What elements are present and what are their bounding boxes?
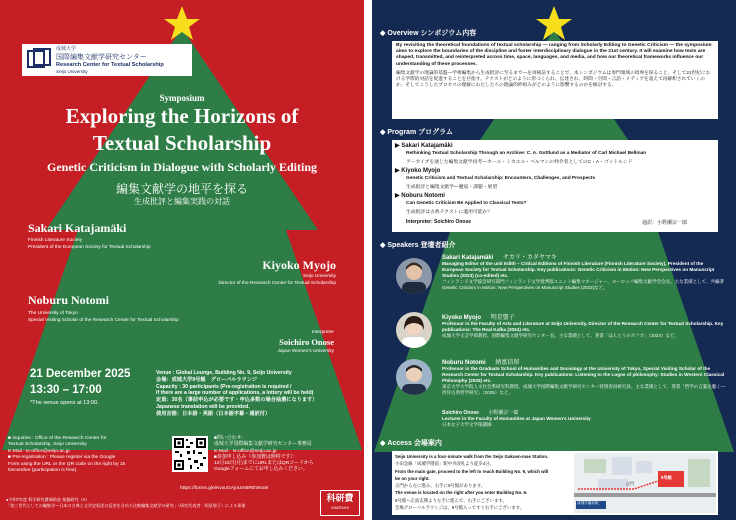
contact-line: 成城大学国際編集文献学研究センター事務局 (214, 442, 312, 448)
inquiry-line: Form using the URL or the QR code on the right by 15 (8, 461, 126, 467)
access-line: Seijo University is a four-minute walk from the Seijo Gakuen-mae Station. (395, 454, 549, 459)
program-header-text: Program プログラム (387, 129, 454, 136)
venue-info (156, 370, 356, 418)
bio-myojo (442, 312, 726, 339)
bio-onose-jp: 日本女子大学文学部講師 (442, 421, 492, 427)
footer-line: ●令和7年度 科学研究費補助金 基盤研究（A） (6, 497, 90, 502)
diamond-icon: ◆ (380, 129, 386, 136)
access-text (395, 453, 571, 511)
title-jp: 編集文献学の地平を探る (115, 182, 248, 196)
program-speaker-2-name: Kiyoko Myojo (401, 168, 441, 174)
program-interpreter-jp: 通訳：小野瀬宗一郎 (642, 220, 688, 226)
bio-myojo-en: Professor in the Faculty of Arts and Literature at Seijo University, Director of the Research Center for Textual Scholarship. Key publications: The Real Kafka (2024) etc. (442, 321, 724, 332)
venue-line: 会場：成城大学9号館 グローバルラウンジ (156, 376, 258, 383)
institute-logo-icon (26, 47, 52, 73)
qr-code[interactable] (172, 436, 208, 472)
inquiry-line: ■ Inquiries : Office of the Research Center for (8, 436, 107, 441)
event-date: 21 December 2025 (30, 368, 131, 380)
map-label-station: 成城学園前駅 (577, 501, 599, 505)
program-title-3-jp: 生成批評は古典テクストに適用可能か？ (406, 210, 493, 215)
bio-katajamaki-jp: フィンランド文学協会研究部門フィンランド文学批判版ユニット編集マネージャー、ヨーロッパ編集文献学会会長。主な業績として、共編著Genetic Criticism in Motion: New Perspectives on Manuscript Studies (2023)など。 (442, 278, 725, 290)
symposium-label: Symposium (159, 93, 205, 103)
poster-back (372, 0, 736, 520)
diamond-icon: ◆ (380, 30, 386, 37)
access-box (392, 451, 718, 515)
bio-onose-name-jp: 小野瀬宗一郎 (488, 410, 519, 416)
program-title-1-jp: アーカイブを通じた編集文献学再考―カール・ミカエル・ベルマンの仲介者としてのC・A・ゴットルンド (406, 160, 633, 165)
bio-onose-name: Soichiro Onose (442, 410, 479, 416)
speakers-header (380, 240, 728, 250)
program-title-1: Rethinking Textual Scholarship Through an Archive: C. A. Gottlund as a Mediator of Carl Michael Bellman (406, 151, 647, 156)
event-time: 13:30 – 17:00 (30, 384, 102, 396)
venue-line: Japanese translation will be provided. (156, 403, 250, 410)
title-line1: Exploring the Horizons of (65, 104, 299, 128)
program-title-3: Can Genetic Criticism Be Applied to Classical Texts? (406, 201, 527, 206)
kaken-subtext: KAKENHI (331, 505, 349, 510)
interpreter-label: Interpreter (311, 330, 334, 335)
overview-header-text: Overview シンポジウム内容 (387, 30, 477, 37)
diamond-icon: ◆ (380, 440, 386, 447)
bio-onose-en: Lecturer in the Faculty of Humanities at Japan Women's University (442, 416, 591, 421)
bio-myojo-name-jp: 明星聖子 (490, 315, 515, 321)
program-title-2: Genetic Criticism and Textual Scholarship: Encounters, Challenges, and Prospects (406, 176, 596, 181)
program-speaker-2: ▶ Kiyoko Myojo (395, 168, 441, 174)
bio-notomi-name-jp: 納富信留 (495, 360, 520, 366)
contact-line: ■参加申し込み（参加費は無料です）： (214, 454, 298, 460)
inquiries (8, 436, 168, 474)
speaker1-affil2: President of the European Society for Textual Scholarship (28, 245, 151, 250)
diamond-icon: ◆ (380, 242, 386, 249)
venue-line: Venue : Global Lounge, Building No. 9, Seijo University (156, 370, 292, 376)
person-icon (396, 359, 432, 395)
venue-line: 定員：30名（事前申込が必要です・申込多数の場合抽選になります） (156, 397, 318, 404)
access-line: 小田急線「成城学園前」駅中央改札より徒歩4分。 (395, 461, 495, 467)
kaken-text: 科研費 (326, 493, 354, 503)
inquiry-line: Textual Scholarship, Seijo University (8, 442, 87, 448)
overview-jp: 編集文献学の理論的基盤―学術編集から生成批評に至るまで―を再検証することで、本シンポジウムは専門領域の境界を探ること、そして21世紀における学際的対話を促進することを目指す。テクストがどのように形づくられ、伝達され、時間・空間・言語・メディアを超えて再解釈されていくのか、そしてこうしたプロセスの理解にわたしたちの理論的枠組みがどのように影響するのかを検討する。 (396, 69, 711, 87)
access-line: 9号館へ正面玄関より左手に進んで、右手にございます。 (395, 497, 507, 503)
title-line2: Textual Scholarship (92, 131, 272, 155)
map-label-building9: 9号館 (661, 475, 672, 480)
overview-en: By revisiting the theoretical foundations of textual scholarship — ranging from Scholarly Editing to Genetic Criticism — the symposium aims to explore the boundaries of the discipline and foster interdisciplinary dialogue in the 21st century. It will examine how texts are shaped, transmitted, and reinterpreted across time, space, languages, and media, and how our theoretical frameworks influence our understanding of these processes. (396, 43, 712, 67)
access-line: From the main gate, proceed to the left to reach Building No. 9, which will (395, 468, 549, 474)
program-box (392, 140, 718, 232)
venue-line: 使用言語：日本語・英語（日本語字幕・通訳付） (156, 410, 271, 417)
program-speaker-3-name: Noburu Notomi (401, 193, 445, 199)
institute-logo (22, 44, 192, 76)
speakers-header-text: Speakers 登壇者紹介 (387, 242, 456, 249)
footer-line: 「第三世代としての編集学―日本の古典と文学史叙述の反省を含めた比較編集文献学の研究」（研究代表者：明星聖子）による事業 (6, 502, 246, 508)
overview-header (380, 28, 728, 38)
footer-note (6, 497, 306, 508)
speaker1-affil1: Finnish Literature Society (28, 238, 83, 243)
speaker1-name: Sakari Katajamäki (28, 221, 127, 235)
institute-jp-name: 国際編集文献学研究センター (56, 54, 147, 61)
bio-katajamaki (442, 252, 726, 290)
institute-university: Seijo University (56, 69, 88, 74)
program-speaker-1-name: Sakari Katajamäki (401, 143, 453, 149)
speaker-photo-katajamaki (396, 258, 432, 294)
form-url[interactable]: https://forms.gle/KvxuGAjoUmBREWoo6 (180, 486, 269, 491)
map-label-gate: 正門 (626, 481, 634, 486)
speaker3-affil1: The University of Tokyo (28, 311, 78, 316)
kaken-logo (320, 490, 360, 516)
bio-onose (442, 409, 726, 428)
speaker2-affil2: Director of the Research Center for Textual Scholarship (218, 281, 336, 286)
access-header (380, 438, 728, 448)
bio-katajamaki-name-jp: サカリ・カタヤマキ (503, 255, 557, 261)
access-line: be on your right. (395, 475, 430, 481)
access-header-text: Access 会場案内 (387, 440, 442, 447)
institute-en-name: Research Center for Textual Scholarship (56, 62, 164, 68)
bio-notomi-en: Professor in the Graduate School of Humanities and Sociology at the University of Tokyo, Special Visiting Scholar of the Research Center for Textual Scholarship. Key publications: Listening to the Logos of philosophy: Studies in Western Classical Philosophy (2025) etc. (442, 366, 725, 383)
venue-line: If there are a large number of applications, a lottery will be held) (156, 390, 314, 397)
bio-katajamaki-en: Managing Editor of the unit Edith – Critical Editions of Finnish Literature (Finnish Literature Society), President of the European Society for Textual Scholarship. Key publications: Genetic Criticism in Motion: New Perspectives on Manuscript Studies (2023) (co-edited) etc. (442, 261, 715, 278)
contact-line: 12月15日(月)までにURLまたはQRコードから (214, 461, 314, 467)
speaker-photo-myojo (396, 312, 432, 348)
institute-small: 成城大学 (56, 46, 77, 52)
program-speaker-1: ▶ Sakari Katajamäki (395, 143, 453, 149)
contact-jp (214, 436, 362, 474)
interpreter-name: Soichiro Onose (279, 337, 334, 347)
bio-katajamaki-name: Sakari Katajamäki (442, 255, 494, 261)
bio-myojo-jp: 成城大学文芸学部教授、国際編集文献学研究センター長。主な業績として、著書「ほんとうのカフカ」（2024）など。 (442, 332, 679, 338)
speaker-photo-notomi (396, 359, 432, 395)
bio-myojo-name: Kiyoko Myojo (442, 315, 482, 321)
contact-line: E-Mail：ts-office@seijo.ac.jp (214, 448, 277, 454)
program-interpreter: Interpreter: Soichiro Onose (406, 219, 472, 225)
inquiry-line: E-Mail : ts-office@seijo.ac.jp (8, 448, 70, 454)
speaker2-affil1: Seijo University (302, 274, 336, 279)
speaker3-affil2: Special Visiting Scholar of the Research Center for Textual Scholarship (28, 318, 179, 323)
person-icon (396, 258, 432, 294)
speaker3-name: Noburu Notomi (28, 293, 110, 307)
venue-open-note: *The venue opens at 13:00. (30, 400, 99, 406)
program-speaker-3: ▶ Noburu Notomi (395, 193, 445, 199)
contact-line: ■問い合わせ： (214, 436, 247, 441)
access-line: 会場グローバルラウンジは、9号館入ってすぐ右手にございます。 (395, 505, 525, 511)
inquiry-line: December (participation is free). (8, 468, 78, 474)
bio-notomi-jp: 東京大学大学院人文社会系研究科教授、成城大学国際編集文献学研究センター特別客員研究員。主な業績として、著書「哲学の言葉を聴く―西洋古典哲学研究」（2025）など。 (442, 383, 726, 395)
subtitle: Genetic Criticism in Dialogue with Scholarly Editing (47, 160, 317, 174)
program-header (380, 127, 728, 137)
overview-box (392, 41, 718, 119)
subtitle-jp: 生成批評と編集実践の対話 (134, 197, 230, 206)
speaker2-name: Kiyoko Myojo (262, 258, 336, 272)
inquiry-line: ■ Pre-registration : Please register via the Google (8, 455, 116, 461)
interpreter-affil: Japan Women's University (277, 349, 334, 354)
bio-notomi (442, 357, 726, 395)
program-title-2-jp: 生成批評と編集文献学―邂逅・課題・展望 (406, 185, 498, 190)
poster-front (0, 0, 364, 520)
bio-notomi-name: Noburu Notomi (442, 360, 486, 366)
access-line: 正門から左に進み、右手に9号館があります。 (395, 483, 486, 489)
contact-line: Googleフォームにてお申し込みください。 (214, 467, 308, 473)
person-icon (396, 312, 432, 348)
access-line: The venue is located on the right after you enter Building No. 9. (395, 490, 528, 496)
venue-line: Capacity : 30 participants (Pre-registration is required / (156, 383, 292, 390)
